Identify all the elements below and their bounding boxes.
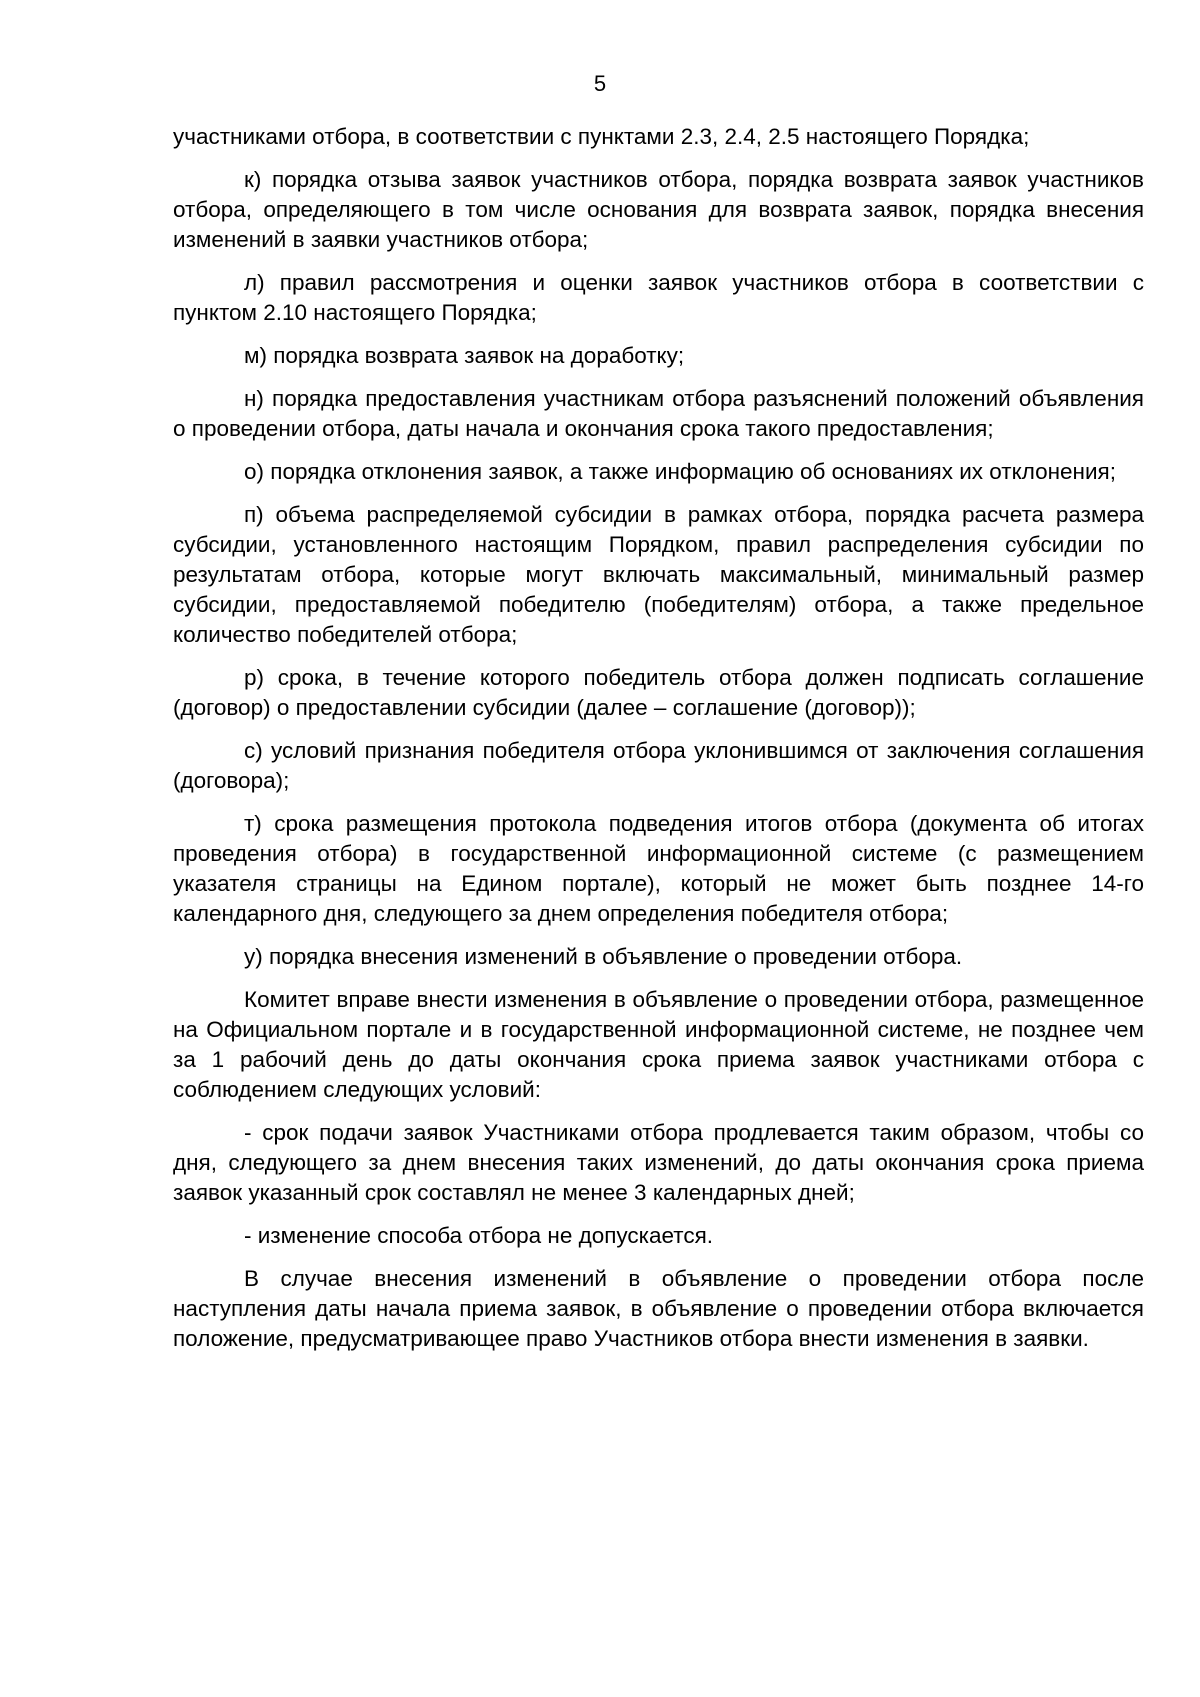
paragraph-item-m: м) порядка возврата заявок на доработку; (244, 343, 685, 368)
paragraph-item-o: о) порядка отклонения заявок, а также информацию об основаниях их отклонения; (244, 459, 1116, 484)
page-number: 5 (593, 71, 607, 96)
paragraph-continuation: участниками отбора, в соответствии с пунктами 2.3, 2.4, 2.5 настоящего Порядка; (173, 124, 1030, 149)
paragraph-item-r: р) срока, в течение которого победитель отбора должен подписать соглашение (договор) о предоставлении субсидии (далее – соглашение (договор)); (173, 665, 1144, 720)
paragraph-condition-method: - изменение способа отбора не допускается. (244, 1223, 714, 1248)
paragraph-item-p: п) объема распределяемой субсидии в рамках отбора, порядка расчета размера субсидии, установленного настоящим Порядком, правил распределения субсидии по результатам отбора, которые могут включать максимальный, минимальный размер субсидии, предоставляемой победителю (победителям) отбора, а также предельное количество победителей отбора; (173, 502, 1144, 647)
paragraph-item-n: н) порядка предоставления участникам отбора разъяснений положений объявления о проведении отбора, даты начала и окончания срока такого предоставления; (173, 386, 1144, 441)
paragraph-item-l: л) правил рассмотрения и оценки заявок участников отбора в соответствии с пунктом 2.10 настоящего Порядка; (173, 270, 1144, 325)
paragraph-item-s: с) условий признания победителя отбора уклонившимся от заключения соглашения (договора); (173, 738, 1144, 793)
paragraph-item-k: к) порядка отзыва заявок участников отбора, порядка возврата заявок участников отбора, определяющего в том числе основания для возврата заявок, порядка внесения изменений в заявки участников отбора; (173, 167, 1144, 252)
paragraph-condition-deadline: - срок подачи заявок Участниками отбора продлевается таким образом, чтобы со дня, следующего за днем внесения таких изменений, до даты окончания срока приема заявок указанный срок составлял не менее 3 календарных дней; (173, 1120, 1144, 1205)
paragraph-item-u: у) порядка внесения изменений в объявление о проведении отбора. (244, 944, 963, 969)
paragraph-item-t: т) срока размещения протокола подведения итогов отбора (документа об итогах проведения отбора) в государственной информационной системе (с размещением указателя страницы на Едином портале), который не может быть позднее 14-го календарного дня, следующего за днем определения победителя отбора; (173, 811, 1144, 926)
paragraph-changes-after-start: В случае внесения изменений в объявление о проведении отбора после наступления даты начала приема заявок, в объявление о проведении отбора включается положение, предусматривающее право Участников отбора внести изменения в заявки. (173, 1266, 1144, 1351)
document-body (173, 122, 1144, 1367)
paragraph-committee-changes: Комитет вправе внести изменения в объявление о проведении отбора, размещенное на Официальном портале и в государственной информационной системе, не позднее чем за 1 рабочий день до даты окончания срока приема заявок участниками отбора с соблюдением следующих условий: (173, 987, 1144, 1102)
